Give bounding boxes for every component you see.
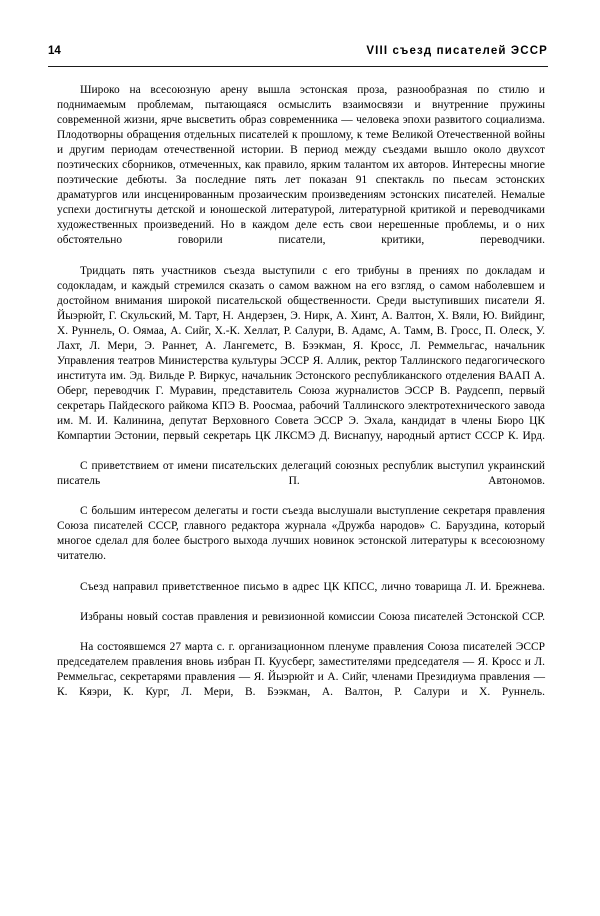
- paragraph: Съезд направил приветственное письмо в адрес ЦК КПСС, лично товарища Л. И. Брежнева.: [80, 580, 545, 593]
- running-head: [48, 44, 548, 58]
- page-number: 14: [48, 45, 61, 57]
- header-rule: [48, 66, 548, 67]
- body-text-column: [57, 83, 545, 715]
- running-title: VIII съезд писателей ЭССР: [366, 45, 548, 57]
- paragraph: На состоявшемся 27 марта с. г. организационном пленуме правления Союза писателей ЭССР председателем правления вновь избран П. Куусберг, заместителями председателя — Я. Кросс и Л. Реммельгас, секретарями правления — Я. Йыэрюйт и А. Сийг, членами Президиума правления — К. Кяэри, К. Кург, Л. Мери, В. Бээкман, А. Валтон, Р. Салури и Х. Руннель.: [57, 640, 545, 698]
- paragraph: Тридцать пять участников съезда выступили с его трибуны в прениях по докладам и содокладам, и каждый стремился сказать о самом важном на его взгляд, о самом наболевшем и достойном внимания широкой писательской общественности. Среди выступивших писатели Я. Йыэрюйт, Г. Скульский, М. Тарт, Н. Андерзен, Э. Нирк, А. Хинт, А. Валтон, Х. Вяли, Ю. Вийдинг, Х. Руннель, О. Оямаа, А. Сийг, Х.-К. Хеллат, Р. Салури, В. Адамс, А. Тамм, В. Гросс, П. Олеск, У. Лахт, Л. Мери, Э. Раннет, А. Лангеметс, В. Бээкман, Я. Кросс, Л. Реммельгас, начальник Управления театров Министерства культуры ЭССР Я. Аллик, ректор Таллинского педагогического института им. Эд. Вильде Р. Виркус, начальник Эстонского республиканского отделения ВААП А. Оберг, переводчик Г. Муравин, представитель Союза журналистов ЭССР В. Раудсепп, первый секретарь Пайдеского райкома КПЭ В. Роосмаа, рабочий Таллинского электротехнического завода им. М. И. Калинина, депутат Верховного Совета ЭССР Э. Эхала, кандидат в члены Бюро ЦК Компартии Эстонии, первый секретарь ЦК ЛКСМЭ Д. Виснапуу, народный артист СССР К. Ирд.: [57, 264, 545, 443]
- paragraph: С приветствием от имени писательских делегаций союзных республик выступил украинский писатель П. Автономов.: [57, 460, 545, 488]
- paragraph: С большим интересом делегаты и гости съезда выслушали выступление секретаря правления Союза писателей СССР, главного редактора журнала «Дружба народов» С. Баруздина, который многое сделал для более быстрого выхода лучших новинок эстонской литературы к всесоюзному читателю.: [57, 505, 545, 563]
- paragraph: Избраны новый состав правления и ревизионной комиссии Союза писателей Эстонской ССР.: [80, 610, 545, 623]
- paragraph: Широко на всесоюзную арену вышла эстонская проза, разнообразная по стилю и поднимаемым проблемам, пытающаяся осмыслить взаимосвязи и внутренние пружины современной жизни, ярче высветить образ современника — человека эпохи развитого социализма. Плодотворны обращения отдельных писателей к прошлому, к теме Великой Отечественной войны и другим периодам отечественной истории. В период между съездами вышло около двухсот поэтических сборников, отмеченных, как правило, ярким талантом их авторов. Интересны многие поэтические дебюты. За последние пять лет показан 91 спектакль по пьесам эстонских драматургов или инсценированным прозаическим произведениям эстонских писателей. Немалые успехи достигнуты детской и юношеской литературой, литературной критикой и переводчиками художественных произведений. Но в каждом деле есть свои нерешенные проблемы, и о них обстоятельно говорили писатели, критики, переводчики.: [57, 84, 545, 247]
